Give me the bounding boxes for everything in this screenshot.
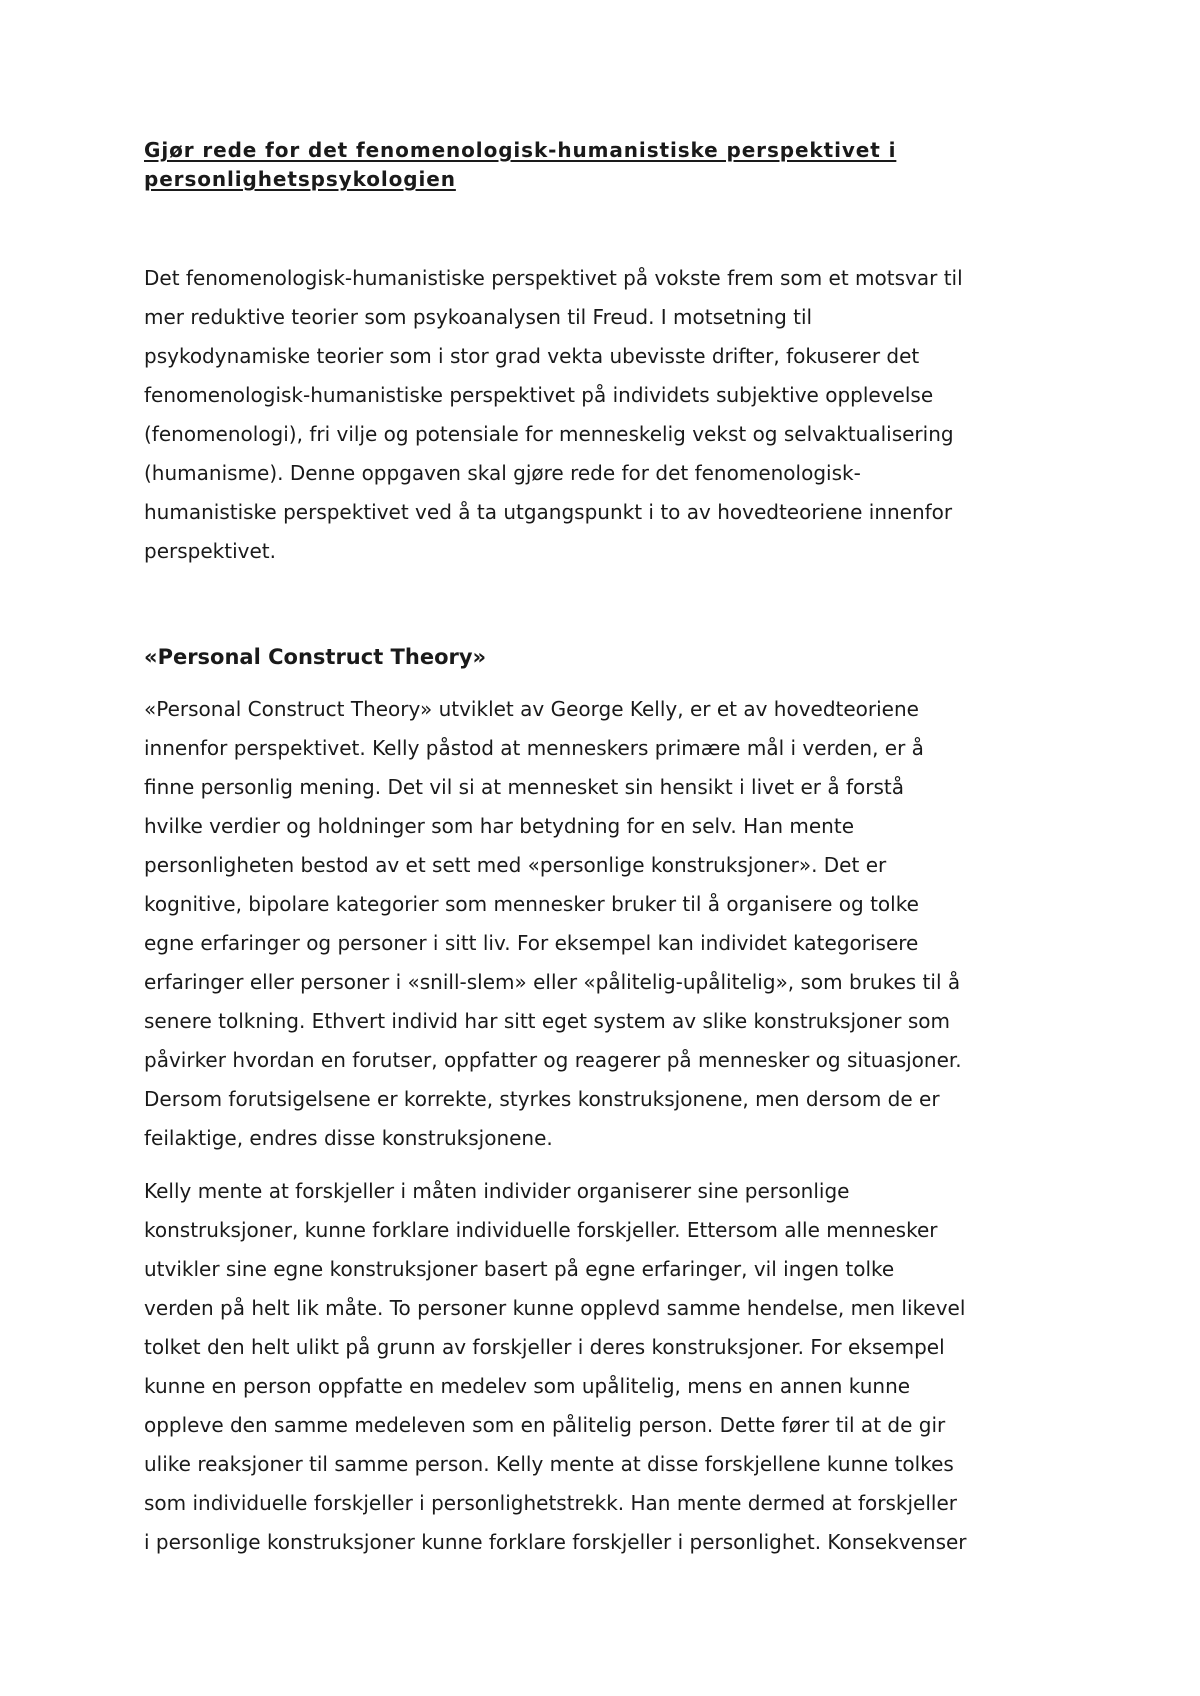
section-paragraph-1 <box>144 690 1074 1158</box>
text-line: som individuelle forskjeller i personlighetstrekk. Han mente dermed at forskjeller <box>144 1491 957 1515</box>
text-line: Det fenomenologisk-humanistiske perspektivet på vokste frem som et motsvar til <box>144 266 963 290</box>
text-line: (fenomenologi), fri vilje og potensiale for menneskelig vekst og selvaktualisering <box>144 422 954 446</box>
text-line: ulike reaksjoner til samme person. Kelly mente at disse forskjellene kunne tolkes <box>144 1452 954 1476</box>
section-paragraph-2 <box>144 1172 1074 1562</box>
text-line: personligheten bestod av et sett med «personlige konstruksjoner». Det er <box>144 853 887 877</box>
text-line: innenfor perspektivet. Kelly påstod at menneskers primære mål i verden, er å <box>144 736 924 760</box>
text-line: finne personlig mening. Det vil si at mennesket sin hensikt i livet er å forstå <box>144 775 904 799</box>
section-heading: «Personal Construct Theory» <box>144 645 487 669</box>
text-line: konstruksjoner, kunne forklare individuelle forskjeller. Ettersom alle mennesker <box>144 1218 938 1242</box>
text-line: Kelly mente at forskjeller i måten individer organiserer sine personlige <box>144 1179 850 1203</box>
text-line: verden på helt lik måte. To personer kunne opplevd samme hendelse, men likevel <box>144 1296 966 1320</box>
title-line: personlighetspsykologien <box>144 167 456 191</box>
text-line: Dersom forutsigelsene er korrekte, styrkes konstruksjonene, men dersom de er <box>144 1087 940 1111</box>
text-line: kunne en person oppfatte en medelev som upålitelig, mens en annen kunne <box>144 1374 911 1398</box>
text-line: perspektivet. <box>144 539 276 563</box>
document-body <box>144 136 1074 1562</box>
document-title <box>144 136 1074 194</box>
text-line: tolket den helt ulikt på grunn av forskjeller i deres konstruksjoner. For eksempel <box>144 1335 945 1359</box>
text-line: i personlige konstruksjoner kunne forklare forskjeller i personlighet. Konsekvenser <box>144 1530 967 1554</box>
text-line: erfaringer eller personer i «snill-slem» eller «pålitelig-upålitelig», som brukes til å <box>144 970 961 994</box>
text-line: psykodynamiske teorier som i stor grad vekta ubevisste drifter, fokuserer det <box>144 344 920 368</box>
text-line: feilaktige, endres disse konstruksjonene. <box>144 1126 553 1150</box>
text-line: «Personal Construct Theory» utviklet av George Kelly, er et av hovedteoriene <box>144 697 919 721</box>
text-line: (humanisme). Denne oppgaven skal gjøre rede for det fenomenologisk- <box>144 461 861 485</box>
text-line: senere tolkning. Ethvert individ har sitt eget system av slike konstruksjoner som <box>144 1009 950 1033</box>
text-line: mer reduktive teorier som psykoanalysen til Freud. I motsetning til <box>144 305 813 329</box>
text-line: kognitive, bipolare kategorier som mennesker bruker til å organisere og tolke <box>144 892 919 916</box>
intro-paragraph <box>144 259 1074 571</box>
text-line: oppleve den samme medeleven som en pålitelig person. Dette fører til at de gir <box>144 1413 946 1437</box>
text-line: fenomenologisk-humanistiske perspektivet på individets subjektive opplevelse <box>144 383 934 407</box>
title-line: Gjør rede for det fenomenologisk-humanistiske perspektivet i <box>144 138 897 162</box>
text-line: humanistiske perspektivet ved å ta utgangspunkt i to av hovedteoriene innenfor <box>144 500 953 524</box>
text-line: hvilke verdier og holdninger som har betydning for en selv. Han mente <box>144 814 854 838</box>
text-line: påvirker hvordan en forutser, oppfatter og reagerer på mennesker og situasjoner. <box>144 1048 962 1072</box>
text-line: egne erfaringer og personer i sitt liv. For eksempel kan individet kategorisere <box>144 931 919 955</box>
text-line: utvikler sine egne konstruksjoner basert på egne erfaringer, vil ingen tolke <box>144 1257 895 1281</box>
